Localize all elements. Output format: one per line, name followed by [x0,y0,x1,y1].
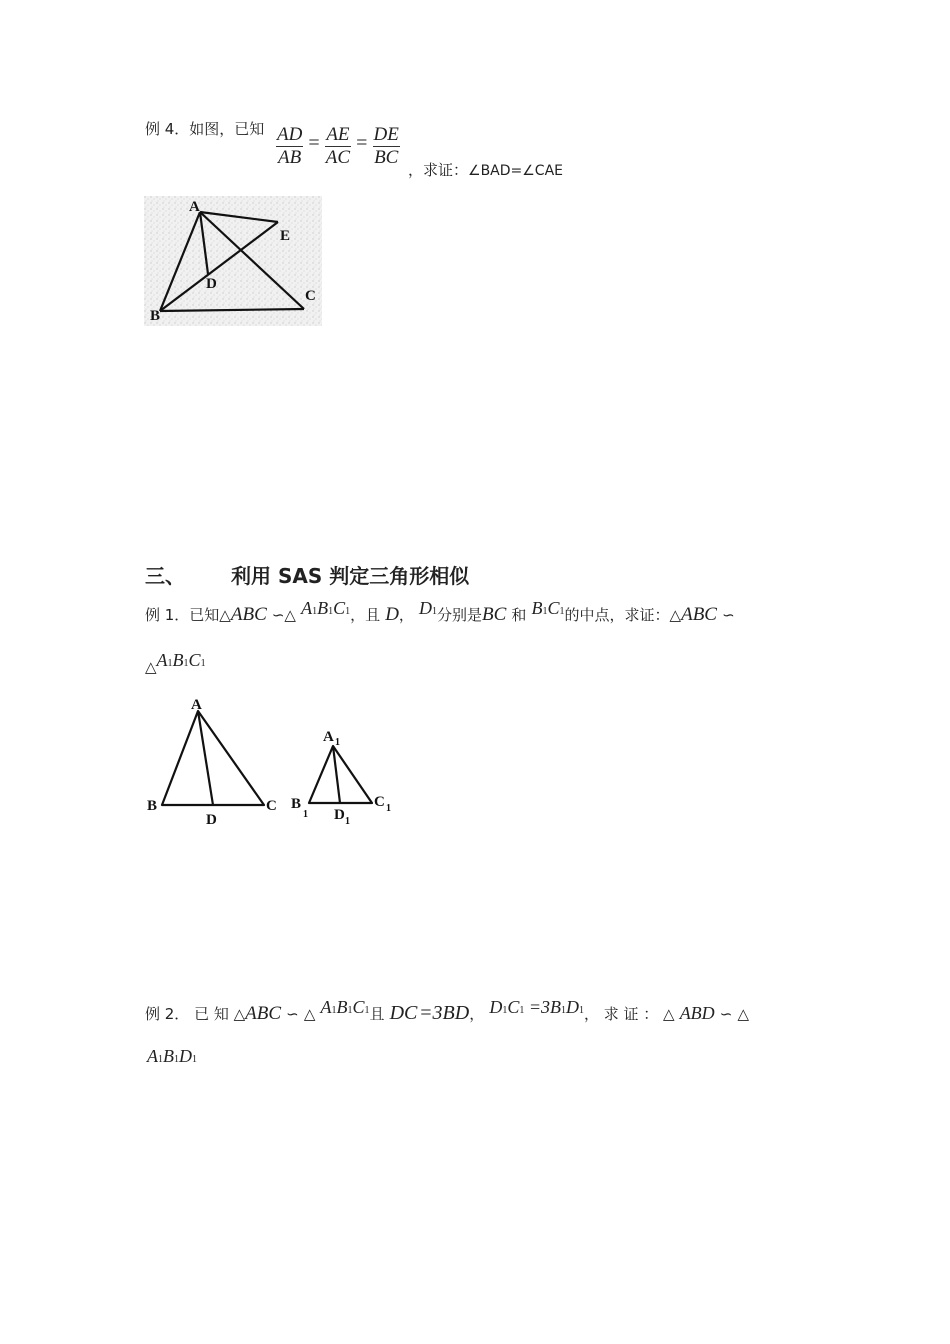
label-c: C [305,288,316,304]
similar-symbol: ∽ [719,1005,733,1023]
math-a1b1c1: A1B1C1 [156,650,206,670]
label-a: A [191,697,202,713]
ex4-prefix: 例 4．如图，已知 [145,120,265,138]
ex1-text-1: 例 1．已知△ [145,606,231,624]
triangle-symbol: △ [737,1005,749,1023]
ex1-text-5: 的中点，求证：△ [564,606,682,624]
triangle-symbol: △ [303,1005,316,1023]
math-d1c1-eq: D1C1 =3B1D1 [489,997,584,1017]
math-a1b1c1: A1B1C1 [320,997,370,1017]
math-abc: ABC [681,604,717,625]
label-a1-sub: 1 [335,737,340,748]
ex2-text-1: 例 2． 已 知 △ [145,1005,246,1023]
example-2-line-2 [147,1046,197,1067]
fraction-ae-ac [325,124,351,169]
label-a1: A [323,729,334,745]
similar-symbol: ∽ [271,606,285,624]
math-b1c1: B1C1 [531,598,565,618]
section-heading [145,560,469,589]
triangle-symbol: △ [145,658,157,676]
comma: ， [469,1005,485,1023]
comma: ， [398,606,414,624]
label-c: C [266,798,277,814]
ex1-text-4: 和 [511,606,527,624]
ex4-suffix: ，求证： [408,161,469,179]
fraction-denominator: BC [374,147,399,168]
ex4-angle-claim: ∠BAD=∠CAE [468,163,564,179]
label-d1: D [334,807,345,823]
fraction-numerator: AD [277,124,303,145]
ex4-ratio-equation [276,124,400,169]
ex1-text-3: 分别是 [437,606,483,624]
ex4-figure [144,196,322,326]
triangle-abc [162,711,264,805]
ex1-figures [144,694,406,830]
label-e: E [280,228,291,244]
math-a1b1c1: A1B1C1 [301,598,351,618]
label-b: B [150,308,161,324]
fraction-denominator: AB [278,147,302,168]
math-dc-eq: DC =3BD [389,1002,470,1024]
ex2-text-2: 且 [369,1005,385,1023]
math-abd: ABD [679,1003,715,1023]
label-d: D [206,276,217,292]
fraction-numerator: AE [326,124,350,145]
label-c1-sub: 1 [386,803,391,814]
fraction-ad-ab [276,124,303,169]
math-bc: BC [482,604,507,625]
example-1-line-2 [145,650,206,676]
triangle-a1b1c1 [309,746,372,803]
ex1-text-2: ，且 [350,606,381,624]
label-d1-sub: 1 [345,816,350,827]
math-d1: D1 [419,598,438,618]
similar-symbol: ∽ [286,1005,299,1023]
label-b1: B [291,796,302,812]
similar-symbol: ∽ [722,606,735,624]
label-c1: C [374,794,385,810]
math-a1b1d1: A1B1D1 [147,1046,197,1066]
equals-sign: = [308,132,320,154]
example-1-line-1 [145,598,735,626]
label-a: A [189,199,200,215]
median-ad [198,711,213,805]
math-d: D [385,604,399,625]
section-title: 利用 SAS 判定三角形相似 [231,564,470,588]
ex4-claim [408,159,563,180]
math-abc: ABC [230,604,267,625]
fraction-de-bc [373,124,400,169]
fraction-numerator: DE [373,124,399,145]
section-number: 三、 [145,564,185,588]
ex2-text-3: ， 求 证 ： △ [583,1005,675,1023]
label-b: B [147,798,158,814]
triangle-symbol: △ [284,606,296,624]
equals-sign: = [356,132,368,154]
label-d: D [206,812,217,828]
fraction-denominator: AC [325,147,351,168]
example-2-line-1 [145,997,749,1025]
label-b1-sub: 1 [303,809,308,820]
example-4-statement [145,120,265,145]
math-abc: ABC [245,1003,282,1024]
